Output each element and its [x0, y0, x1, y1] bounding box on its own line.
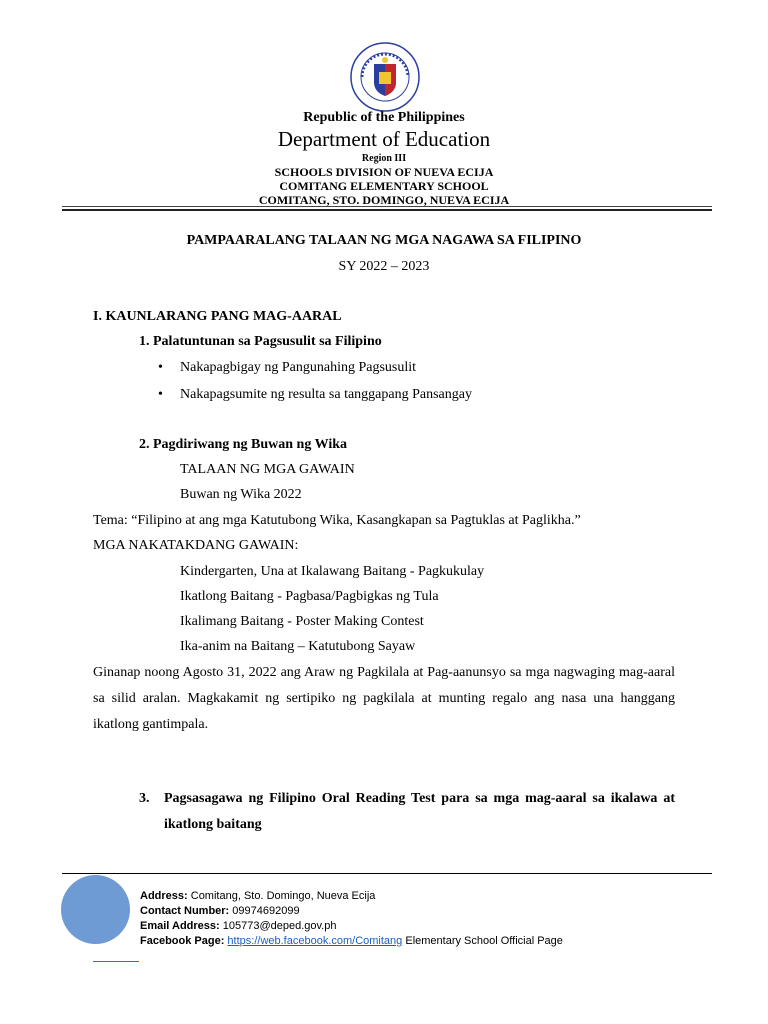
region-line: Region III — [361, 153, 407, 164]
school-year: SY 2022 – 2023 — [338, 259, 430, 274]
activity-item: Ika-anim na Baitang – Katutubong Sayaw — [180, 639, 416, 654]
footer-address — [140, 889, 375, 904]
header-divider-thick — [62, 209, 712, 211]
footer-logo-circle — [61, 875, 130, 944]
activity-item: Ikalimang Baitang - Poster Making Contest — [180, 614, 424, 629]
item3 — [139, 786, 675, 838]
footer-email-value: 105773@deped.gov.ph — [222, 920, 337, 932]
footer-facebook-label: Facebook Page: — [140, 935, 225, 947]
tema-line: Tema: “Filipino at ang mga Katutubong Wika, Kasangkapan sa Pagtuklas at Paglikha.” — [93, 513, 581, 528]
bullet-dot: • — [158, 387, 163, 402]
activity-item: Ikatlong Baitang - Pagbasa/Pagbigkas ng Tula — [180, 589, 439, 604]
footer-facebook — [140, 934, 563, 949]
footer-contact-value: 09974692099 — [232, 905, 300, 917]
footer-address-label: Address: — [140, 890, 188, 902]
bullet-item: Nakapagsumite ng resulta sa tanggapang Pansangay — [180, 387, 472, 402]
item2-heading: 2. Pagdiriwang ng Buwan ng Wika — [139, 437, 347, 452]
footer-facebook-suffix: Elementary School Official Page — [405, 935, 563, 947]
item2-sub1: TALAAN NG MGA GAWAIN — [180, 462, 355, 477]
item2-sub2: Buwan ng Wika 2022 — [180, 487, 302, 502]
footer-divider — [62, 873, 712, 874]
bullet-item: Nakapagbigay ng Pangunahing Pagsusulit — [180, 360, 417, 375]
footer-small-rule — [93, 961, 139, 962]
footer-contact-label: Contact Number: — [140, 905, 230, 917]
item3-number: 3. — [139, 791, 150, 806]
footer-email-label: Email Address: — [140, 920, 220, 932]
item3-text: Pagsasagawa ng Filipino Oral Reading Test para sa mga mag-aaral sa ikalawa at ikatlong baitang — [164, 791, 675, 832]
school-line: COMITANG ELEMENTARY SCHOOL — [279, 179, 489, 193]
school-address-line: COMITANG, STO. DOMINGO, NUEVA ECIJA — [258, 193, 510, 207]
activities-heading: MGA NAKATAKDANG GAWAIN: — [93, 538, 299, 553]
document-title: PAMPAARALANG TALAAN NG MGA NAGAWA SA FILIPINO — [186, 233, 582, 248]
department-title: Department of Education — [277, 127, 491, 151]
deped-seal-icon — [350, 42, 420, 112]
footer-address-value: Comitang, Sto. Domingo, Nueva Ecija — [190, 890, 376, 902]
activity-item: Kindergarten, Una at Ikalawang Baitang - Pagkukulay — [180, 564, 485, 579]
facebook-link[interactable]: https://web.facebook.com/Comitang — [227, 935, 403, 947]
item1-heading: 1. Palatuntunan sa Pagsusulit sa Filipino — [139, 334, 382, 349]
bullet-dot: • — [158, 360, 163, 375]
division-line: SCHOOLS DIVISION OF NUEVA ECIJA — [274, 165, 494, 179]
section-heading: I. KAUNLARANG PANG MAG-AARAL — [93, 309, 342, 324]
header-divider — [62, 206, 712, 207]
footer-email — [140, 919, 336, 934]
republic-line: Republic of the Philippines — [303, 110, 465, 125]
item2-paragraph: Ginanap noong Agosto 31, 2022 ang Araw ng Pagkilala at Pag-aanunsyo sa mga nagwaging mag-aaral sa silid aralan. Magkakamit ng sertipiko ng pagkilala at munting regalo ang nasa una hanggang ikatlong gantimpala. — [93, 665, 675, 732]
footer-contact — [140, 904, 300, 919]
